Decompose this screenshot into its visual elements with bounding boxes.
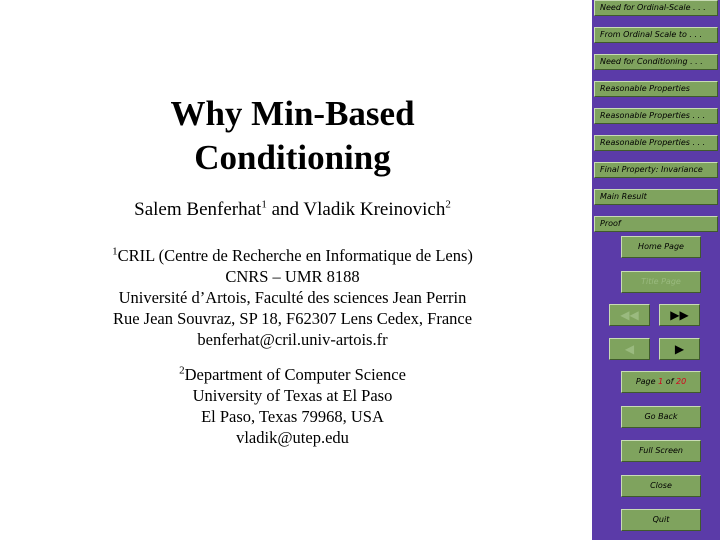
full-screen-button[interactable]: Full Screen <box>621 440 701 462</box>
rewind-icon: ◀◀ <box>620 308 639 322</box>
affiliation-2-sup: 2 <box>179 364 185 377</box>
affiliation-2-email: vladik@utep.edu <box>236 428 349 447</box>
affiliation-1-line-1: CRIL (Centre de Recherche en Informatique de Lens) <box>117 246 473 265</box>
nav-item-reasonable-properties-3[interactable]: Reasonable Properties . . . <box>594 135 718 151</box>
page-total: 20 <box>675 377 687 386</box>
back-arrow-icon: ◀ <box>624 342 635 356</box>
slide-title <box>0 92 585 180</box>
nav-item-final-property-invariance[interactable]: Final Property: Invariance <box>594 162 718 178</box>
nav-item-reasonable-properties[interactable]: Reasonable Properties <box>594 81 718 97</box>
affiliation-1-line-4: Rue Jean Souvraz, SP 18, F62307 Lens Cedex, France <box>112 309 473 328</box>
page-of: of <box>663 377 676 386</box>
title-line-2: Conditioning <box>194 138 391 177</box>
affiliation-2-line-3: El Paso, Texas 79968, USA <box>201 407 384 426</box>
author-2-sup: 2 <box>445 198 451 211</box>
nav-item-main-result[interactable]: Main Result <box>594 189 718 205</box>
nav-item-from-ordinal-scale[interactable]: From Ordinal Scale to . . . <box>594 27 718 43</box>
forward-button[interactable] <box>659 338 700 360</box>
authors <box>0 199 585 221</box>
affiliation-1-line-3: Université d’Artois, Faculté des sciences Jean Perrin <box>118 288 467 307</box>
go-back-button[interactable]: Go Back <box>621 406 701 428</box>
nav-item-proof[interactable]: Proof <box>594 216 718 232</box>
title-line-1: Why Min-Based <box>170 94 415 133</box>
page-current: 1 <box>658 377 664 386</box>
affiliation-2 <box>0 364 585 448</box>
nav-item-reasonable-properties-2[interactable]: Reasonable Properties . . . <box>594 108 718 124</box>
author-1-sup: 1 <box>261 198 267 211</box>
fast-forward-icon: ▶▶ <box>670 308 689 322</box>
affiliation-1-sup: 1 <box>112 245 118 258</box>
page-prefix: Page <box>635 377 659 386</box>
close-button[interactable]: Close <box>621 475 701 497</box>
title-page-button[interactable]: Title Page <box>621 271 701 293</box>
page-indicator <box>621 371 701 393</box>
affiliation-2-line-2: University of Texas at El Paso <box>192 386 393 405</box>
home-page-button[interactable]: Home Page <box>621 236 701 258</box>
affiliation-2-line-1: Department of Computer Science <box>184 365 406 384</box>
affiliation-1-line-2: CNRS – UMR 8188 <box>225 267 360 286</box>
affiliation-1-email: benferhat@cril.univ-artois.fr <box>197 330 388 349</box>
author-separator: and Vladik Kreinovich <box>266 199 446 220</box>
fast-forward-button[interactable] <box>659 304 700 326</box>
quit-button[interactable]: Quit <box>621 509 701 531</box>
rewind-button[interactable] <box>609 304 650 326</box>
author-1: Salem Benferhat <box>134 199 262 220</box>
forward-arrow-icon: ▶ <box>674 342 685 356</box>
nav-item-need-for-conditioning[interactable]: Need for Conditioning . . . <box>594 54 718 70</box>
back-button[interactable] <box>609 338 650 360</box>
affiliation-1 <box>0 245 585 350</box>
nav-item-need-for-ordinal-scale[interactable]: Need for Ordinal-Scale . . . <box>594 0 718 16</box>
